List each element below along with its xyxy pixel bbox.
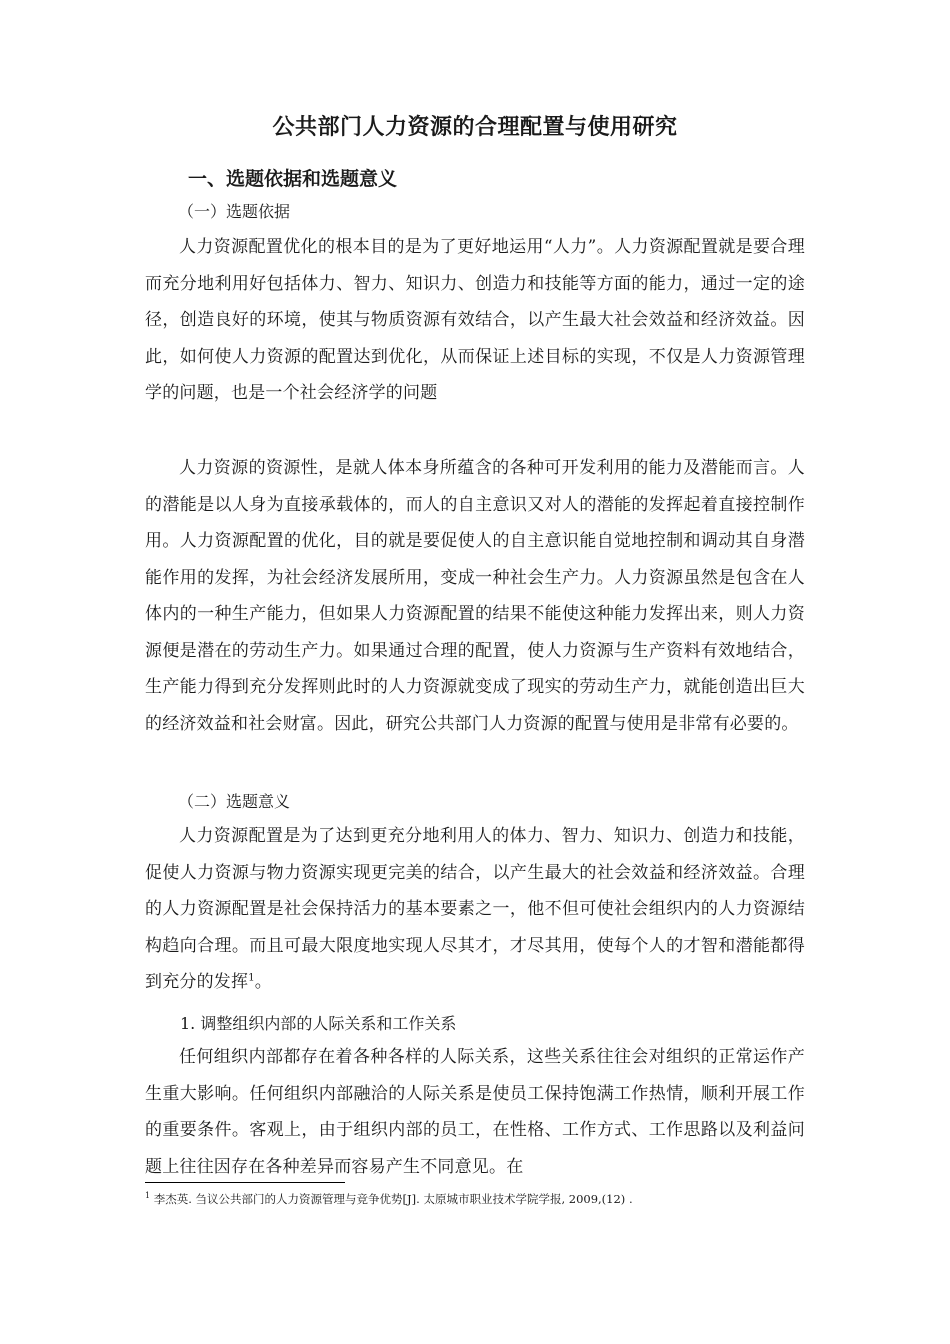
subsection-heading-significance: （二）选题意义: [178, 792, 291, 811]
footnote-divider: [145, 1182, 345, 1183]
paragraph-4: 任何组织内部都存在着各种各样的人际关系，这些关系往往会对组织的正常运作产生重大影响。任何组织内部融洽的人际关系是使员工保持饱满工作热情，顺利开展工作的重要条件。客观上，由于组织内部的员工，在性格、工作方式、工作思路以及利益问题上往往因存在各种差异而容易产生不同意见。在: [145, 1047, 805, 1177]
section-heading-1: 一、选题依据和选题意义: [188, 168, 398, 190]
paragraph-1: 人力资源配置优化的根本目的是为了更好地运用“人力”。人力资源配置就是要合理而充分地利用好包括体力、智力、知识力、创造力和技能等方面的能力，通过一定的途径，创造良好的环境，使其与物质资源有效结合，以产生最大社会效益和经济效益。因此，如何使人力资源的配置达到优化，从而保证上述目标的实现，不仅是人力资源管理学的问题，也是一个社会经济学的问题: [145, 237, 805, 403]
footnote-mark: 1: [145, 1191, 151, 1201]
footnote-reference[interactable]: 1: [248, 972, 255, 984]
footnote: [145, 1190, 805, 1208]
document-title: 公共部门人力资源的合理配置与使用研究: [272, 115, 678, 140]
paragraph-3-text: 人力资源配置是为了达到更充分地利用人的体力、智力、知识力、创造力和技能，促使人力资源与物力资源实现更完美的结合，以产生最大的社会效益和经济效益。合理的人力资源配置是社会保持活力的基本要素之一，他不但可使社会组织内的人力资源结构趋向合理。而且可最大限度地实现人尽其才，才尽其用，使每个人的才智和潜能都得到充分的发挥: [145, 826, 805, 992]
item-heading-1: 1. 调整组织内部的人际关系和工作关系: [180, 1014, 457, 1033]
footnote-text: 李杰英. 刍议公共部门的人力资源管理与竞争优势[J]. 太原城市职业技术学院学报, 2009,(12) .: [150, 1192, 633, 1206]
paragraph-2: 人力资源的资源性，是就人体本身所蕴含的各种可开发利用的能力及潜能而言。人的潜能是以人身为直接承载体的，而人的自主意识又对人的潜能的发挥起着直接控制作用。人力资源配置的优化，目的就是要促使人的自主意识能自觉地控制和调动其自身潜能作用的发挥，为社会经济发展所用，变成一种社会生产力。人力资源虽然是包含在人体内的一种生产能力，但如果人力资源配置的结果不能使这种能力发挥出来，则人力资源便是潜在的劳动生产力。如果通过合理的配置，使人力资源与生产资料有效地结合，生产能力得到充分发挥则此时的人力资源就变成了现实的劳动生产力，就能创造出巨大的经济效益和社会财富。因此，研究公共部门人力资源的配置与使用是非常有必要的。: [145, 458, 805, 734]
subsection-heading-basis: （一）选题依据: [178, 202, 291, 221]
paragraph-3: [145, 818, 805, 1001]
paragraph-3-end: 。: [254, 972, 272, 992]
